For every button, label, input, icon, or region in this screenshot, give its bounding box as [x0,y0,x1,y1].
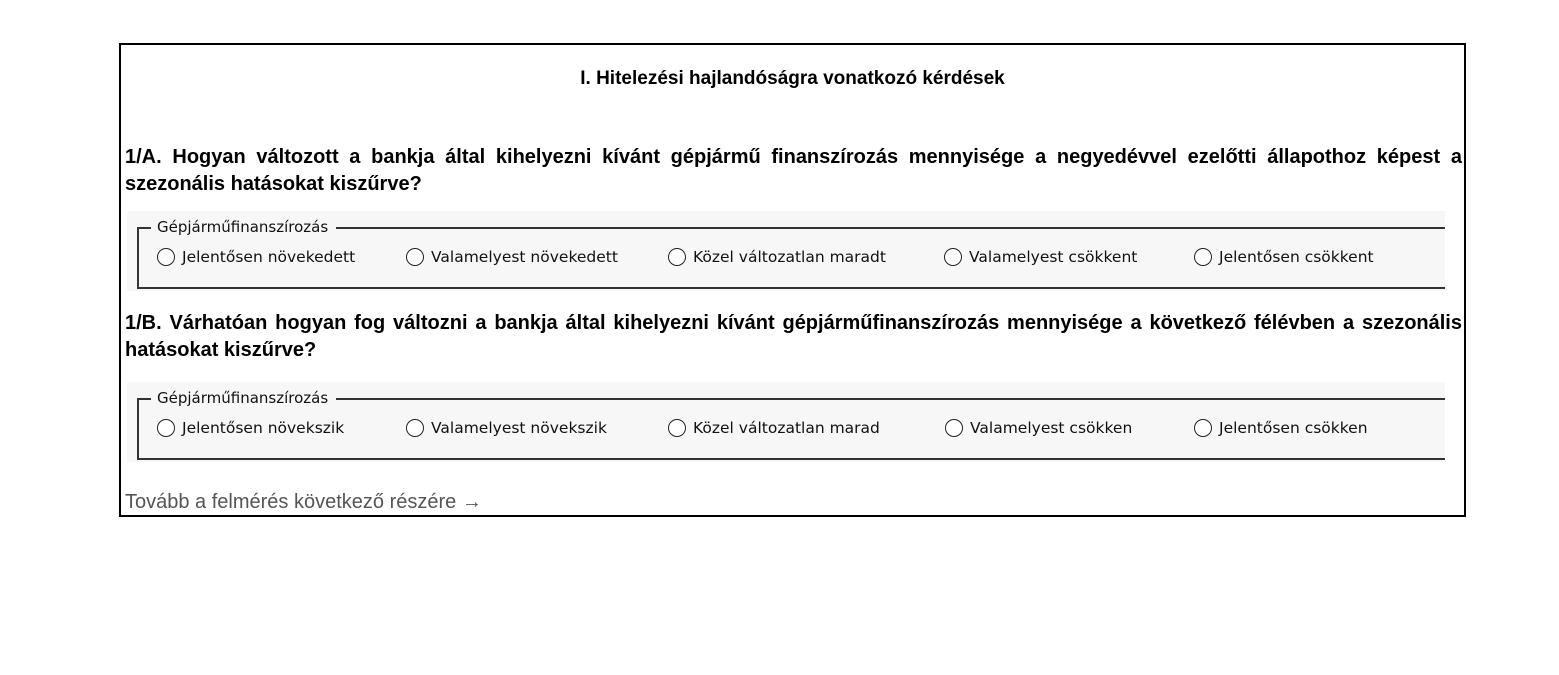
option-label: Jelentősen csökken [1219,419,1368,437]
radio-button[interactable] [945,419,963,437]
option-label: Valamelyest növekedett [431,248,618,266]
option-1a-3[interactable] [668,245,886,269]
option-1a-5[interactable] [1194,245,1374,269]
option-1b-1[interactable] [157,416,344,440]
option-label: Valamelyest növekszik [431,419,607,437]
radio-button[interactable] [157,419,175,437]
fieldset-legend: Gépjárműfinanszírozás [151,217,336,237]
option-1a-1[interactable] [157,245,355,269]
option-label: Valamelyest csökkent [969,248,1138,266]
fieldset-1a [137,218,1445,289]
radio-button[interactable] [668,419,686,437]
option-1b-3[interactable] [668,416,880,440]
radio-button[interactable] [668,248,686,266]
radio-button[interactable] [157,248,175,266]
option-label: Közel változatlan marad [693,419,880,437]
question-1b-text: 1/B. Várhatóan hogyan fog változni a bankja által kihelyezni kívánt gépjárműfinanszírozás mennyisége a következő félévben a szezonális hatásokat kiszűrve? [125,312,1462,361]
option-1a-2[interactable] [406,245,618,269]
survey-form [119,43,1466,517]
next-section-link[interactable]: Tovább a felmérés következő részére → [125,491,482,513]
option-label: Jelentősen növekszik [182,419,345,437]
radio-button[interactable] [944,248,962,266]
option-label: Jelentősen növekedett [182,248,356,266]
radio-button[interactable] [1194,419,1212,437]
option-1b-4[interactable] [945,416,1132,440]
option-label: Valamelyest csökken [970,419,1133,437]
radio-group-1b [127,382,1445,462]
radio-button[interactable] [406,419,424,437]
option-label: Közel változatlan maradt [693,248,886,266]
radio-group-1a [127,211,1445,291]
radio-button[interactable] [406,248,424,266]
fieldset-1b [137,389,1445,460]
option-1b-5[interactable] [1194,416,1368,440]
section-title: I. Hitelezési hajlandóságra vonatkozó kérdések [580,68,1005,89]
fieldset-legend: Gépjárműfinanszírozás [151,388,336,408]
option-label: Jelentősen csökkent [1219,248,1374,266]
radio-button[interactable] [1194,248,1212,266]
option-1b-2[interactable] [406,416,607,440]
option-1a-4[interactable] [944,245,1137,269]
question-1a-text: 1/A. Hogyan változott a bankja által kihelyezni kívánt gépjármű finanszírozás mennyisége a negyedévvel ezelőtti állapothoz képest a szezonális hatásokat kiszűrve? [125,146,1462,195]
